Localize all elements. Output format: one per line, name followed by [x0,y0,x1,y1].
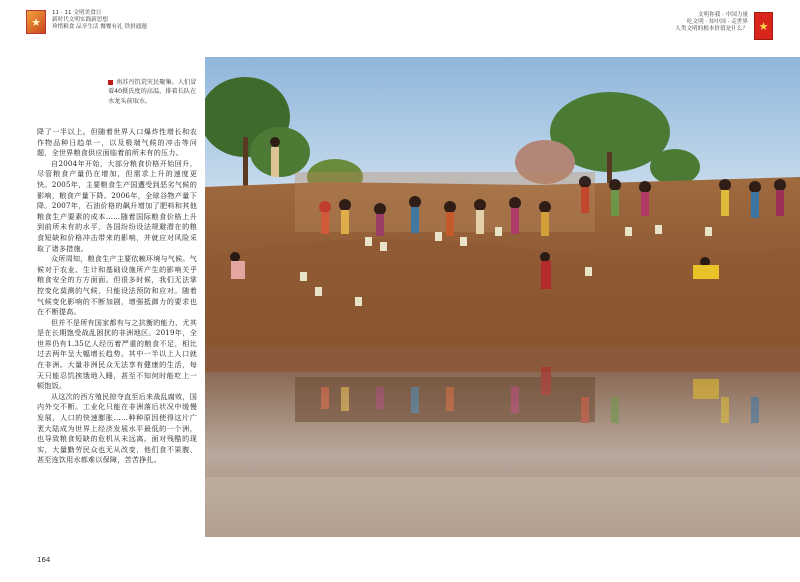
paragraph: 从这次的西方殖民掠夺直至后来战乱腐败，国内外交不断。工业化只能在非洲落后状况中缓慢发展，人口的快速膨胀……种种原因使得这片广袤大陆成为世界上经济发展水平最低的一个洲，也导致粮食短缺的危机从未远离。面对残酷的现实，大量勤劳民众也无从改变，他们食不果腹、甚至连饮用水都难以保障，苦苦挣扎。 [37,391,197,465]
header-left-line3: 珍惜粮食 品享生活 餐餐有礼 铁拼通题 [52,24,147,30]
flag-emblem-icon: ★ [754,12,773,40]
paragraph: 但并不是所有国家都有与之抗衡的能力，尤其是在长期饱受战乱困扰的非洲地区。2019年，全世界仍有1.35亿人经历着严重的粮食不足，相比过去两年呈大幅增长趋势。其中一半以上人口就在非洲。大量非洲民众无法享有健康的生活，每天只能忍饥挨饿地入睡，甚至不知何时能吃上一顿饱饭。 [37,317,197,391]
header-right-line1: 文明你我 · 中国力量 [697,12,748,18]
page-number: 164 [37,556,51,564]
feature-photo [205,57,800,537]
header-right-line2: 吃文明 · 知中国 · 走世界 [686,19,748,25]
header-left-lines [52,10,147,31]
header-right [675,12,773,40]
photo-caption [108,78,200,106]
caption-marker-icon [108,80,113,85]
magazine-logo-icon: ★ [26,10,46,34]
header-left-line1: 11 · 11 文明美食日 [52,10,102,16]
header-right-lines [675,12,748,33]
paragraph: 众所周知，粮食生产主要依赖环境与气候。气候对于农业、生计和基础设施所产生的影响关乎粮食安全的方方面面。但很多时候，我们无法掌控变化莫测的气候，只能设法预防和应对。随着气候变化影响的不断加剧，增强抵御力的要求也在不断提高。 [37,254,197,317]
header-right-line3: 人类文明的根本价值是什么？ [675,26,748,32]
header-left-line2: 新时代文明实践新思想 [52,17,108,23]
article-body [37,127,197,466]
header-left [26,10,147,34]
paragraph: 降了一半以上。但随着世界人口爆炸性增长和农作物品种日趋单一，以及极端气候的冲击等问题，全世界粮食供应面临着前所未有的压力。 [37,127,197,158]
caption-text: 南苏丹饥荒灾民聚集。人们冒着40摄氏度的高温，排着长队在水龙头前取水。 [108,79,197,105]
paragraph: 自2004年开始，大部分粮食价格开始回升，尽管粮食产量仍在增加，但需求上升的速度更快。2005年，主要粮食生产国遭受到恶劣气候的影响，粮食产量下降。2006年，全球谷物产量下降。2007年，石油价格的飙升增加了肥料和其他粮食生产要素的成本……随着国际粮食价格上升到前所未有的水平，各国纷纷设法规避潜在的粮食短缺和价格冲击带来的影响，并就应对风险采取了诸多措施。 [37,158,197,253]
water-collection-photo [205,57,800,537]
